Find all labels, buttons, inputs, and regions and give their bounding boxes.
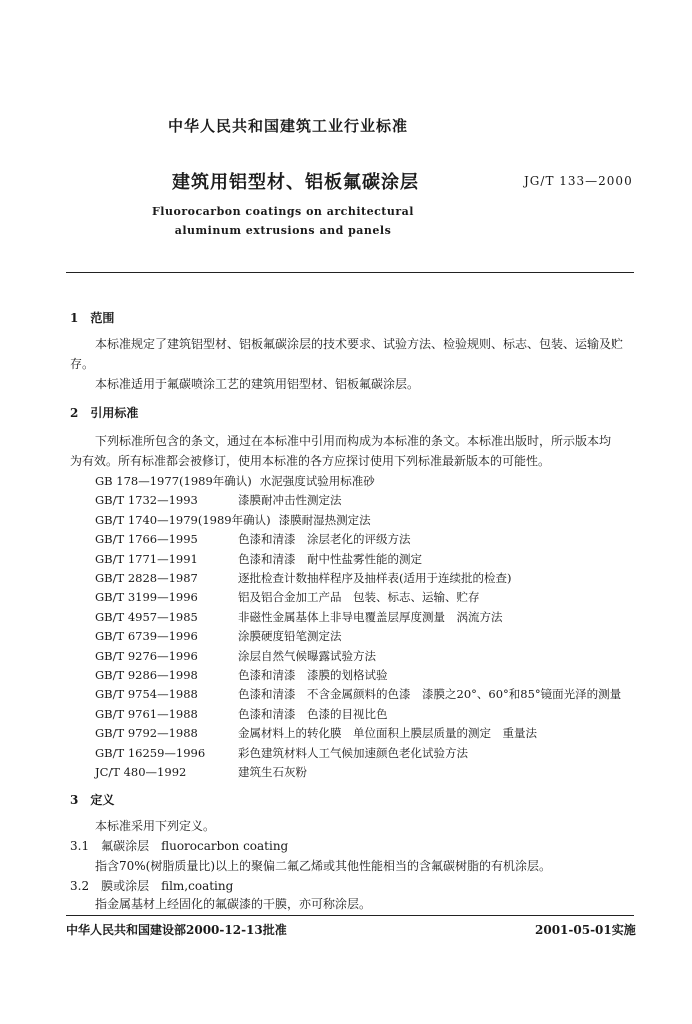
section-1-para1-line2: 存。 — [70, 357, 95, 371]
reference-item — [95, 512, 371, 528]
ministry-heading: 中华人民共和国建筑工业行业标准 — [167, 117, 408, 135]
english-title-line2: aluminum extrusions and panels — [174, 224, 392, 237]
reference-title: 漆膜耐冲击性测定法 — [238, 493, 342, 508]
reference-title: 色漆和清漆 漆膜的划格试验 — [238, 668, 388, 682]
reference-item — [95, 745, 468, 761]
document-title: 建筑用铝型材、铝板氟碳涂层 — [172, 172, 419, 193]
definition-3-2-heading: 3.2 膜或涂层 film,coating — [70, 879, 234, 893]
reference-item — [95, 686, 621, 702]
definition-3-1-heading: 3.1 氟碳涂层 fluorocarbon coating — [70, 839, 289, 853]
standard-number: JG/T 133—2000 — [524, 174, 633, 188]
reference-title: 色漆和清漆 涂层老化的评级方法 — [238, 532, 411, 547]
footer-effective: 2001-05-01实施 — [535, 923, 636, 937]
section-2-heading: 2 引用标准 — [70, 406, 139, 420]
reference-title: 涂层自然气候曝露试验方法 — [238, 648, 376, 663]
reference-code: GB/T 3199—1996 — [95, 590, 198, 605]
reference-item — [95, 706, 388, 722]
section-2-intro-line2: 为有效。所有标准都会被修订，使用本标准的各方应探讨使用下列标准最新版本的可能性。 — [70, 454, 551, 468]
reference-item — [95, 648, 376, 664]
reference-code: GB/T 9286—1998 — [95, 668, 198, 682]
reference-title: 水泥强度试验用标准砂 — [259, 474, 375, 488]
reference-code: GB/T 2828—1987 — [95, 571, 198, 585]
reference-item — [95, 473, 375, 489]
english-title-line1: Fluorocarbon coatings on architectural — [152, 205, 414, 218]
reference-code: GB/T 6739—1996 — [95, 629, 198, 644]
reference-code: GB 178—1977(1989年确认) — [95, 474, 252, 488]
section-1-heading: 1 范围 — [70, 311, 115, 325]
reference-code: GB/T 9754—1988 — [95, 687, 198, 702]
reference-code: GB/T 9761—1988 — [95, 706, 198, 721]
reference-title: 涂膜硬度铅笔测定法 — [238, 629, 342, 644]
reference-code: GB/T 1732—1993 — [95, 493, 198, 508]
section-3-heading: 3 定义 — [70, 793, 115, 807]
reference-title: 逐批检查计数抽样程序及抽样表(适用于连续批的检查) — [238, 571, 512, 585]
reference-code: GB/T 9276—1996 — [95, 648, 198, 663]
footer-issued: 中华人民共和国建设部2000-12-13批准 — [66, 923, 287, 937]
section-1-para2: 本标准适用于氟碳喷涂工艺的建筑用铝型材、铝板氟碳涂层。 — [95, 377, 420, 391]
definition-3-2-body: 指金属基材上经固化的氟碳漆的干膜，亦可称涂层。 — [95, 897, 372, 911]
reference-item — [95, 725, 537, 741]
reference-title: 色漆和清漆 色漆的目视比色 — [238, 706, 388, 721]
reference-item — [95, 570, 511, 586]
reference-item — [95, 551, 422, 567]
section-1-para1-line1: 本标准规定了建筑铝型材、铝板氟碳涂层的技术要求、试验方法、检验规则、标志、包装、运输及贮 — [95, 337, 624, 351]
reference-title: 金属材料上的转化膜 单位面积上膜层质量的测定 重量法 — [238, 726, 537, 741]
section-2-intro-line1: 下列标准所包含的条文，通过在本标准中引用而构成为本标准的条文。本标准出版时，所示版本均 — [95, 434, 612, 448]
reference-item — [95, 667, 388, 683]
reference-item — [95, 609, 503, 625]
reference-title: 彩色建筑材料人工气候加速颜色老化试验方法 — [238, 745, 468, 760]
bottom-divider — [66, 915, 634, 916]
reference-code: GB/T 1740—1979(1989年确认) — [95, 512, 271, 527]
reference-code: GB/T 16259—1996 — [95, 745, 206, 760]
reference-title: 非磁性金属基体上非导电覆盖层厚度测量 涡流方法 — [238, 609, 503, 624]
reference-item — [95, 628, 342, 644]
section-3-intro: 本标准采用下列定义。 — [95, 819, 216, 833]
reference-title: 色漆和清漆 不含金属颜料的色漆 漆膜之20°、60°和85°镜面光泽的测量 — [238, 687, 622, 702]
reference-item — [95, 764, 307, 780]
reference-item — [95, 531, 411, 547]
reference-title: 漆膜耐湿热测定法 — [278, 512, 371, 527]
reference-code: GB/T 4957—1985 — [95, 609, 198, 624]
reference-item — [95, 589, 480, 605]
reference-title: 建筑生石灰粉 — [238, 765, 307, 779]
top-divider — [66, 272, 634, 273]
reference-code: JC/T 480—1992 — [95, 765, 187, 779]
reference-code: GB/T 1766—1995 — [95, 532, 198, 547]
reference-item — [95, 492, 342, 508]
reference-code: GB/T 9792—1988 — [95, 726, 198, 741]
definition-3-1-body: 指含70%(树脂质量比)以上的聚偏二氟乙烯或其他性能相当的含氟碳树脂的有机涂层。 — [95, 859, 552, 873]
reference-code: GB/T 1771—1991 — [95, 551, 198, 566]
reference-title: 色漆和清漆 耐中性盐雾性能的测定 — [238, 551, 422, 566]
reference-title: 铝及铝合金加工产品 包装、标志、运输、贮存 — [238, 590, 480, 605]
